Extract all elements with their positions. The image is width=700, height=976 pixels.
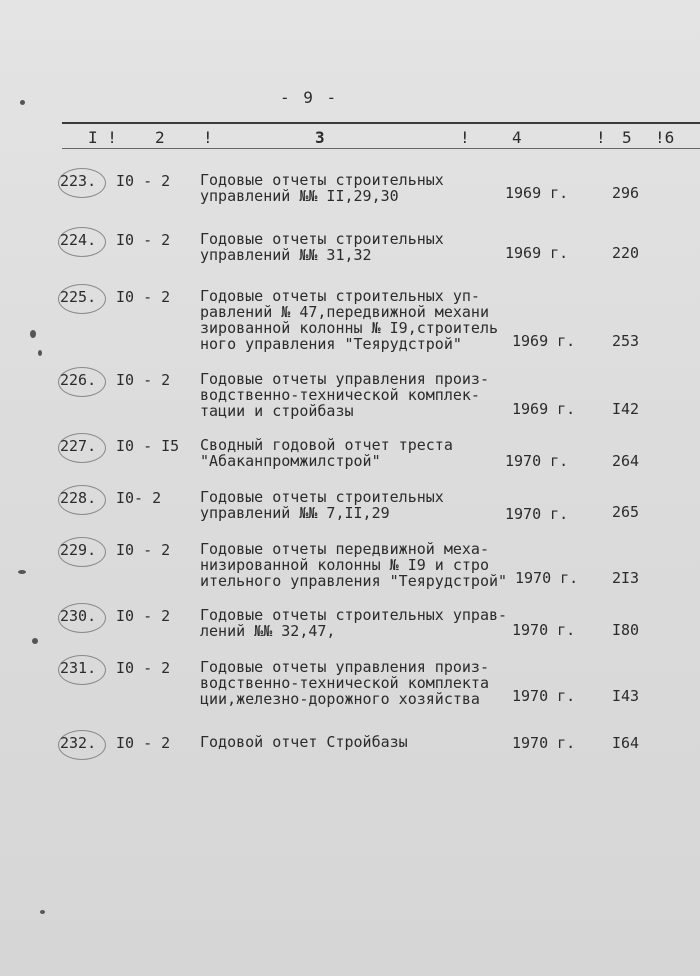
row-code: I0 - 2 [116,172,171,190]
header-col-6: !6 [655,128,675,147]
row-description [200,371,505,419]
description-line: "Абаканпромжилстрой" [200,452,381,470]
row-code: I0 - 2 [116,607,171,625]
row-number: 232. [60,734,97,752]
description-line: ции,железно-дорожного хозяйства [200,690,480,708]
header-top-rule [62,122,700,124]
row-year: 1970 г. [512,687,576,705]
row-code: I0 - 2 [116,659,171,677]
header-separator: ! [596,128,606,147]
row-description [200,288,505,352]
description-line: водственно-технической комплекта [200,674,489,692]
header-col-3: 3 [315,128,325,147]
header-col-2: 2 [155,128,165,147]
row-pages: I42 [612,400,640,418]
row-year: 1970 г. [505,452,569,470]
row-description [200,437,505,469]
header-separator: ! [203,128,213,147]
header-bottom-rule [62,148,700,149]
row-code: I0 - 2 [116,541,171,559]
row-year: 1970 г. [512,734,576,752]
description-line: управлений №№ 7,II,29 [200,504,390,522]
row-pages: I43 [612,687,640,705]
scan-speck [30,330,36,338]
row-pages: 264 [612,452,640,470]
header-col-1: I ! [88,128,117,147]
row-year: 1969 г. [512,332,576,350]
row-year: 1970 г. [512,621,576,639]
row-pages: 2I3 [612,569,640,587]
row-number: 231. [60,659,97,677]
row-description [200,659,505,707]
row-number: 227. [60,437,97,455]
row-description [200,540,508,590]
description-line: водственно-технической комплек- [200,386,480,404]
description-line: Годовой отчет Стройбазы [200,733,408,751]
row-pages: 296 [612,184,640,202]
description-line: ительного управления "Теярудстрой" [200,572,508,590]
row-number: 226. [60,371,97,389]
row-number: 223. [60,172,97,190]
row-code: I0 - 2 [116,734,171,752]
row-description [200,734,505,750]
header-separator: ! [460,128,470,147]
description-line: управлений №№ II,29,30 [200,187,399,205]
row-description [200,606,508,640]
row-number: 230. [60,607,97,625]
description-line: Годовые отчеты строительных [200,230,444,248]
description-line: низированной колонны № I9 и стро [200,556,489,574]
description-line: Годовые отчеты строительных управ- [200,606,508,624]
description-line: Годовые отчеты управления произ- [200,370,489,388]
header-col-4: 4 [512,128,522,147]
scan-speck [18,570,26,574]
description-line: равлений № 47,передвижной механи [200,303,489,321]
row-year: 1969 г. [505,184,569,202]
row-year: 1970 г. [505,505,569,523]
row-year: 1969 г. [512,400,576,418]
row-pages: I64 [612,734,640,752]
row-pages: 220 [612,244,640,262]
description-line: Годовые отчеты управления произ- [200,658,489,676]
row-number: 228. [60,489,97,507]
header-col-5: 5 [622,128,632,147]
row-number: 224. [60,231,97,249]
row-description [200,489,505,521]
row-number: 229. [60,541,97,559]
page-number: - 9 - [280,88,339,107]
description-line: Годовые отчеты строительных [200,171,444,189]
scan-speck [20,100,25,105]
row-pages: 253 [612,332,640,350]
row-description [200,231,505,263]
row-number: 225. [60,288,97,306]
description-line: лений №№ 32,47, [200,622,336,640]
description-line: ного управления "Теярудстрой" [200,335,462,353]
row-pages: I80 [612,621,640,639]
row-code: I0 - I5 [116,437,180,455]
row-year: 1970 г. [515,569,579,587]
scan-speck [38,350,42,356]
description-line: Годовые отчеты передвижной меха- [200,540,489,558]
description-line: Годовые отчеты строительных уп- [200,287,480,305]
description-line: зированной колонны № I9,строитель [200,319,499,337]
scan-speck [32,638,38,644]
row-description [200,172,505,204]
scan-speck [40,910,45,914]
row-year: 1969 г. [505,244,569,262]
row-code: I0 - 2 [116,231,171,249]
description-line: Сводный годовой отчет треста [200,436,453,454]
description-line: Годовые отчеты строительных [200,488,444,506]
description-line: тации и стройбазы [200,402,354,420]
row-code: I0 - 2 [116,371,171,389]
row-code: I0 - 2 [116,288,171,306]
row-code: I0- 2 [116,489,162,507]
description-line: управлений №№ 31,32 [200,246,372,264]
row-pages: 265 [612,503,640,521]
